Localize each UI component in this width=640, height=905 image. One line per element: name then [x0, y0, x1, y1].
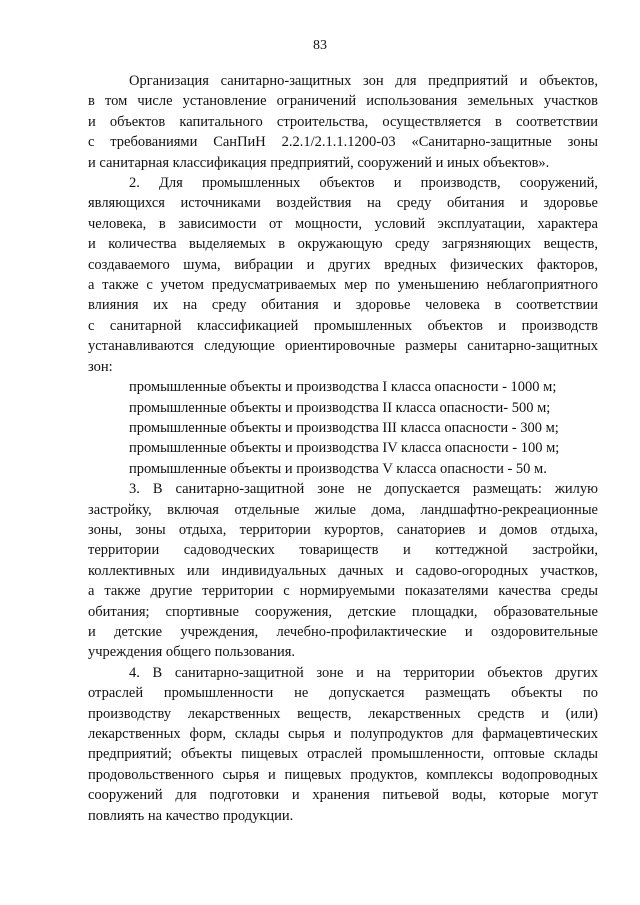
list-item: промышленные объекты и производства II класса опасности- 500 м; [129, 399, 551, 416]
text-line: влияния их на среду обитания и здоровье человека в соответствии [88, 297, 598, 314]
hazard-class-list [88, 377, 598, 479]
paragraph-2 [88, 173, 598, 377]
text-line: 4. В санитарно-защитной зоне и на территории объектов других [129, 664, 598, 681]
text-line: и объектов капитального строительства, осуществляется в соответствии [88, 113, 598, 130]
text-line: с санитарной классификацией промышленных объектов и производств [88, 317, 598, 334]
text-line: в том числе установление ограничений использования земельных участков [88, 93, 598, 110]
text-line: Организация санитарно-защитных зон для предприятий и объектов, [129, 73, 598, 89]
text-line: устанавливаются следующие ориентировочные размеры санитарно-защитных [88, 338, 598, 355]
text-line: коллективных или индивидуальных дачных и садово-огородных участков, [88, 562, 598, 579]
text-line: а также другие территории с нормируемыми показателями качества среды [88, 583, 598, 600]
page-number: 83 [313, 38, 327, 53]
text-line: повлиять на качество продукции. [88, 807, 294, 824]
document-body [88, 71, 598, 826]
list-item: промышленные объекты и производства I класса опасности - 1000 м; [129, 379, 557, 396]
text-line: продовольственного сырья и пищевых продуктов, комплексы водопроводных [88, 766, 598, 783]
text-line: предприятий; объекты пищевых отраслей промышленности, оптовые склады [88, 746, 598, 763]
text-line: лекарственных форм, склады сырья и полупродуктов для фармацевтических [88, 726, 598, 742]
text-line: зон: [88, 358, 113, 375]
text-line: создаваемого шума, вибрации и других вредных физических факторов, [88, 256, 598, 273]
text-line: зоны, зоны отдыха, территории курортов, санаториев и домов отдыха, [88, 521, 598, 538]
text-line: и детские учреждения, лечебно-профилактические и оздоровительные [88, 623, 598, 640]
text-line: и санитарная классификация предприятий, сооружений и иных объектов». [88, 154, 550, 171]
text-line: территории садоводческих товариществ и коттеджной застройки, [88, 542, 598, 559]
text-line: сооружений для подготовки и хранения питьевой воды, которые могут [88, 787, 598, 804]
text-line: 2. Для промышленных объектов и производств, сооружений, [129, 175, 598, 192]
list-item: промышленные объекты и производства IV класса опасности - 100 м; [129, 440, 560, 457]
paragraph-1 [88, 71, 598, 173]
text-line: производству лекарственных веществ, лекарственных средств и (или) [88, 705, 598, 722]
text-line: отраслей промышленности не допускается размещать объекты по [88, 685, 598, 702]
paragraph-4 [88, 663, 598, 826]
text-line: с требованиями СанПиН 2.2.1/2.1.1.1200-03 «Санитарно-защитные зоны [88, 134, 598, 151]
paragraph-3 [88, 479, 598, 663]
list-item: промышленные объекты и производства V класса опасности - 50 м. [129, 460, 547, 477]
text-line: учреждения общего пользования. [88, 644, 296, 661]
text-line: являющихся источниками воздействия на среду обитания и здоровье [88, 195, 598, 212]
text-line: и количества выделяемых в окружающую среду загрязняющих веществ, [88, 236, 598, 253]
text-line: обитания; спортивные сооружения, детские площадки, образовательные [88, 603, 598, 620]
text-line: застройку, включая отдельные жилые дома, ландшафтно-рекреационные [88, 501, 598, 518]
text-line: человека, в зависимости от мощности, условий эксплуатации, характера [88, 215, 598, 232]
list-item: промышленные объекты и производства III класса опасности - 300 м; [129, 419, 559, 436]
text-line: а также с учетом предусматриваемых мер по уменьшению неблагоприятного [88, 277, 598, 294]
text-line: 3. В санитарно-защитной зоне не допускается размещать: жилую [129, 481, 598, 498]
